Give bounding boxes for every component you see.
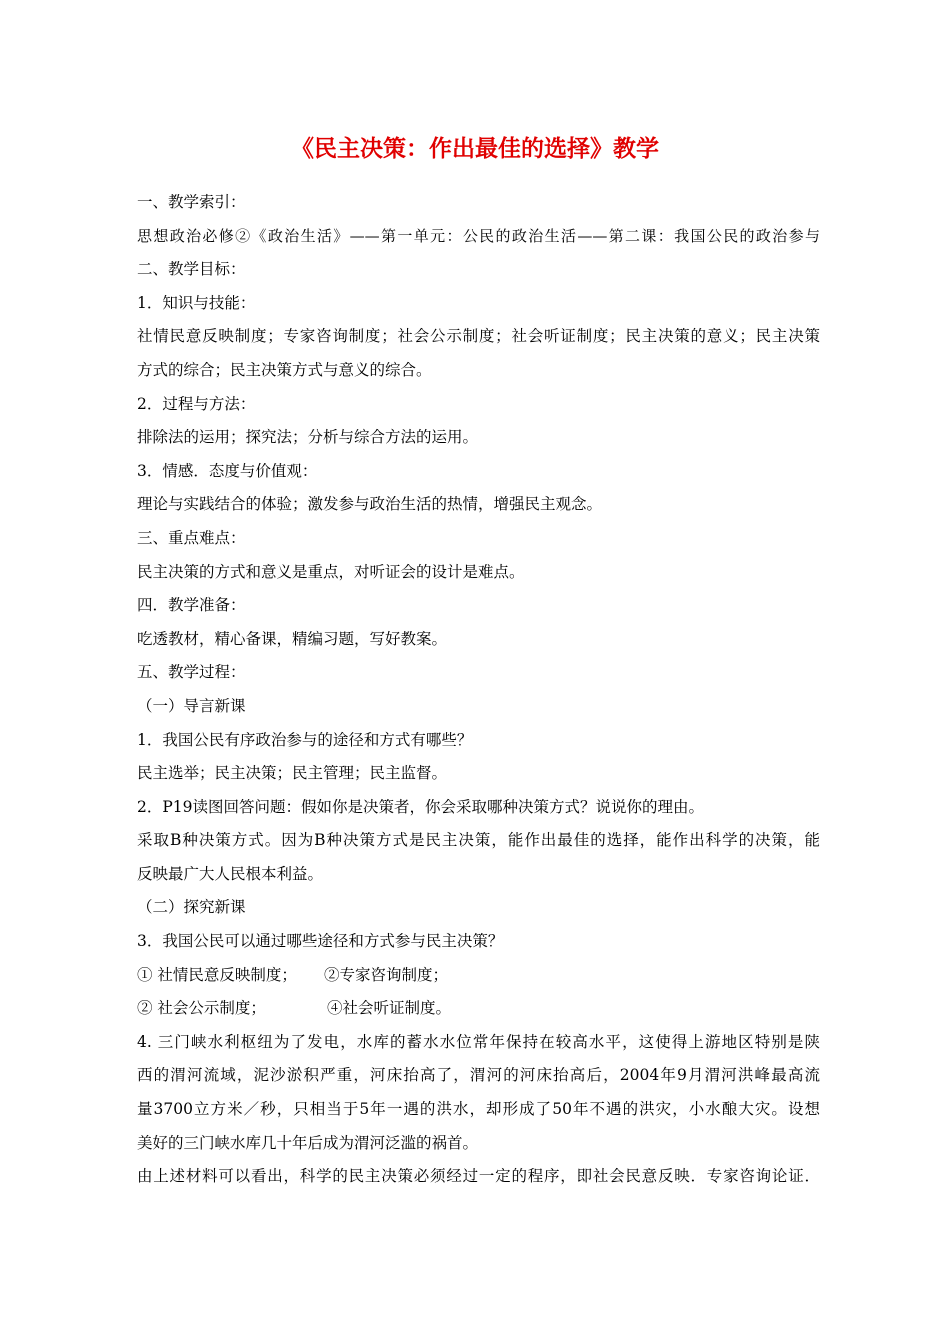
subsection-intro: （一）导言新课 — [137, 696, 246, 715]
paragraph-line: 吃透教材，精心备课，精编习题，写好教案。 — [137, 629, 448, 648]
answer-line: 采取B种决策方式。因为B种决策方式是民主决策，能作出最佳的选择，能作出科学的决策，能 — [137, 831, 820, 850]
section-heading-index: 一、教学索引： — [137, 193, 246, 211]
paragraph-line: 量3700立方米／秒，只相当于5年一遇的洪水，却形成了50年不遇的洪灾，小水酿大灾。设想 — [137, 1100, 820, 1119]
subheading-knowledge: 1．知识与技能： — [137, 293, 256, 312]
answer-item-3: ② 社会公示制度； — [137, 999, 266, 1018]
paragraph-line: 美好的三门峡水库几十年后成为渭河泛滥的祸首。 — [137, 1133, 479, 1152]
answer-item-1: ① 社情民意反映制度； — [137, 965, 297, 984]
paragraph-line: 4. 三门峡水利枢纽为了发电，水库的蓄水水位常年保持在较高水平，这使得上游地区特别是陕 — [137, 1032, 820, 1051]
answer-pair-line — [137, 992, 820, 1026]
answer-pair-line — [137, 959, 820, 993]
paragraph-line: 排除法的运用；探究法；分析与综合方法的运用。 — [137, 428, 479, 447]
answer-item-4: ④社会听证制度。 — [327, 999, 452, 1018]
question-line: 2．P19读图回答问题：假如你是决策者，你会采取哪种决策方式？说说你的理由。 — [137, 797, 705, 816]
section-heading-goals: 二、教学目标： — [137, 260, 246, 279]
document-title: 《民主决策：作出最佳的选择》教学 — [291, 136, 659, 162]
answer-item-2: ②专家咨询制度； — [324, 965, 449, 984]
paragraph-line: 社情民意反映制度；专家咨询制度；社会公示制度；社会听证制度；民主决策的意义；民主决策 — [137, 327, 820, 346]
question-line: 1．我国公民有序政治参与的途径和方式有哪些？ — [137, 730, 473, 749]
answer-line: 民主选举；民主决策；民主管理；民主监督。 — [137, 764, 448, 783]
section-heading-key-points: 三、重点难点： — [137, 528, 246, 547]
subheading-process: 2．过程与方法： — [137, 394, 256, 413]
paragraph-line: 西的渭河流域，泥沙淤积严重，河床抬高了，渭河的河床抬高后，2004年9月渭河洪峰最高流 — [137, 1066, 820, 1085]
paragraph-line: 理论与实践结合的体验；激发参与政治生活的热情，增强民主观念。 — [137, 495, 603, 514]
paragraph-line: 民主决策的方式和意义是重点，对听证会的设计是难点。 — [137, 562, 525, 581]
section-heading-preparation: 四．教学准备： — [137, 596, 246, 615]
paragraph-line: 方式的综合；民主决策方式与意义的综合。 — [137, 360, 432, 379]
answer-line: 反映最广大人民根本利益。 — [137, 864, 324, 883]
paragraph-line: 由上述材料可以看出，科学的民主决策必须经过一定的程序，即社会民意反映．专家咨询论证． — [137, 1167, 820, 1186]
subheading-attitude: 3．情感．态度与价值观： — [137, 461, 318, 480]
section-heading-process: 五、教学过程： — [137, 663, 246, 682]
question-line: 3．我国公民可以通过哪些途径和方式参与民主决策？ — [137, 932, 504, 951]
subsection-explore: （二）探究新课 — [137, 898, 246, 917]
paragraph-line: 思想政治必修②《政治生活》——第一单元：公民的政治生活——第二课：我国公民的政治参与 — [137, 226, 820, 245]
document-body — [137, 186, 820, 1194]
